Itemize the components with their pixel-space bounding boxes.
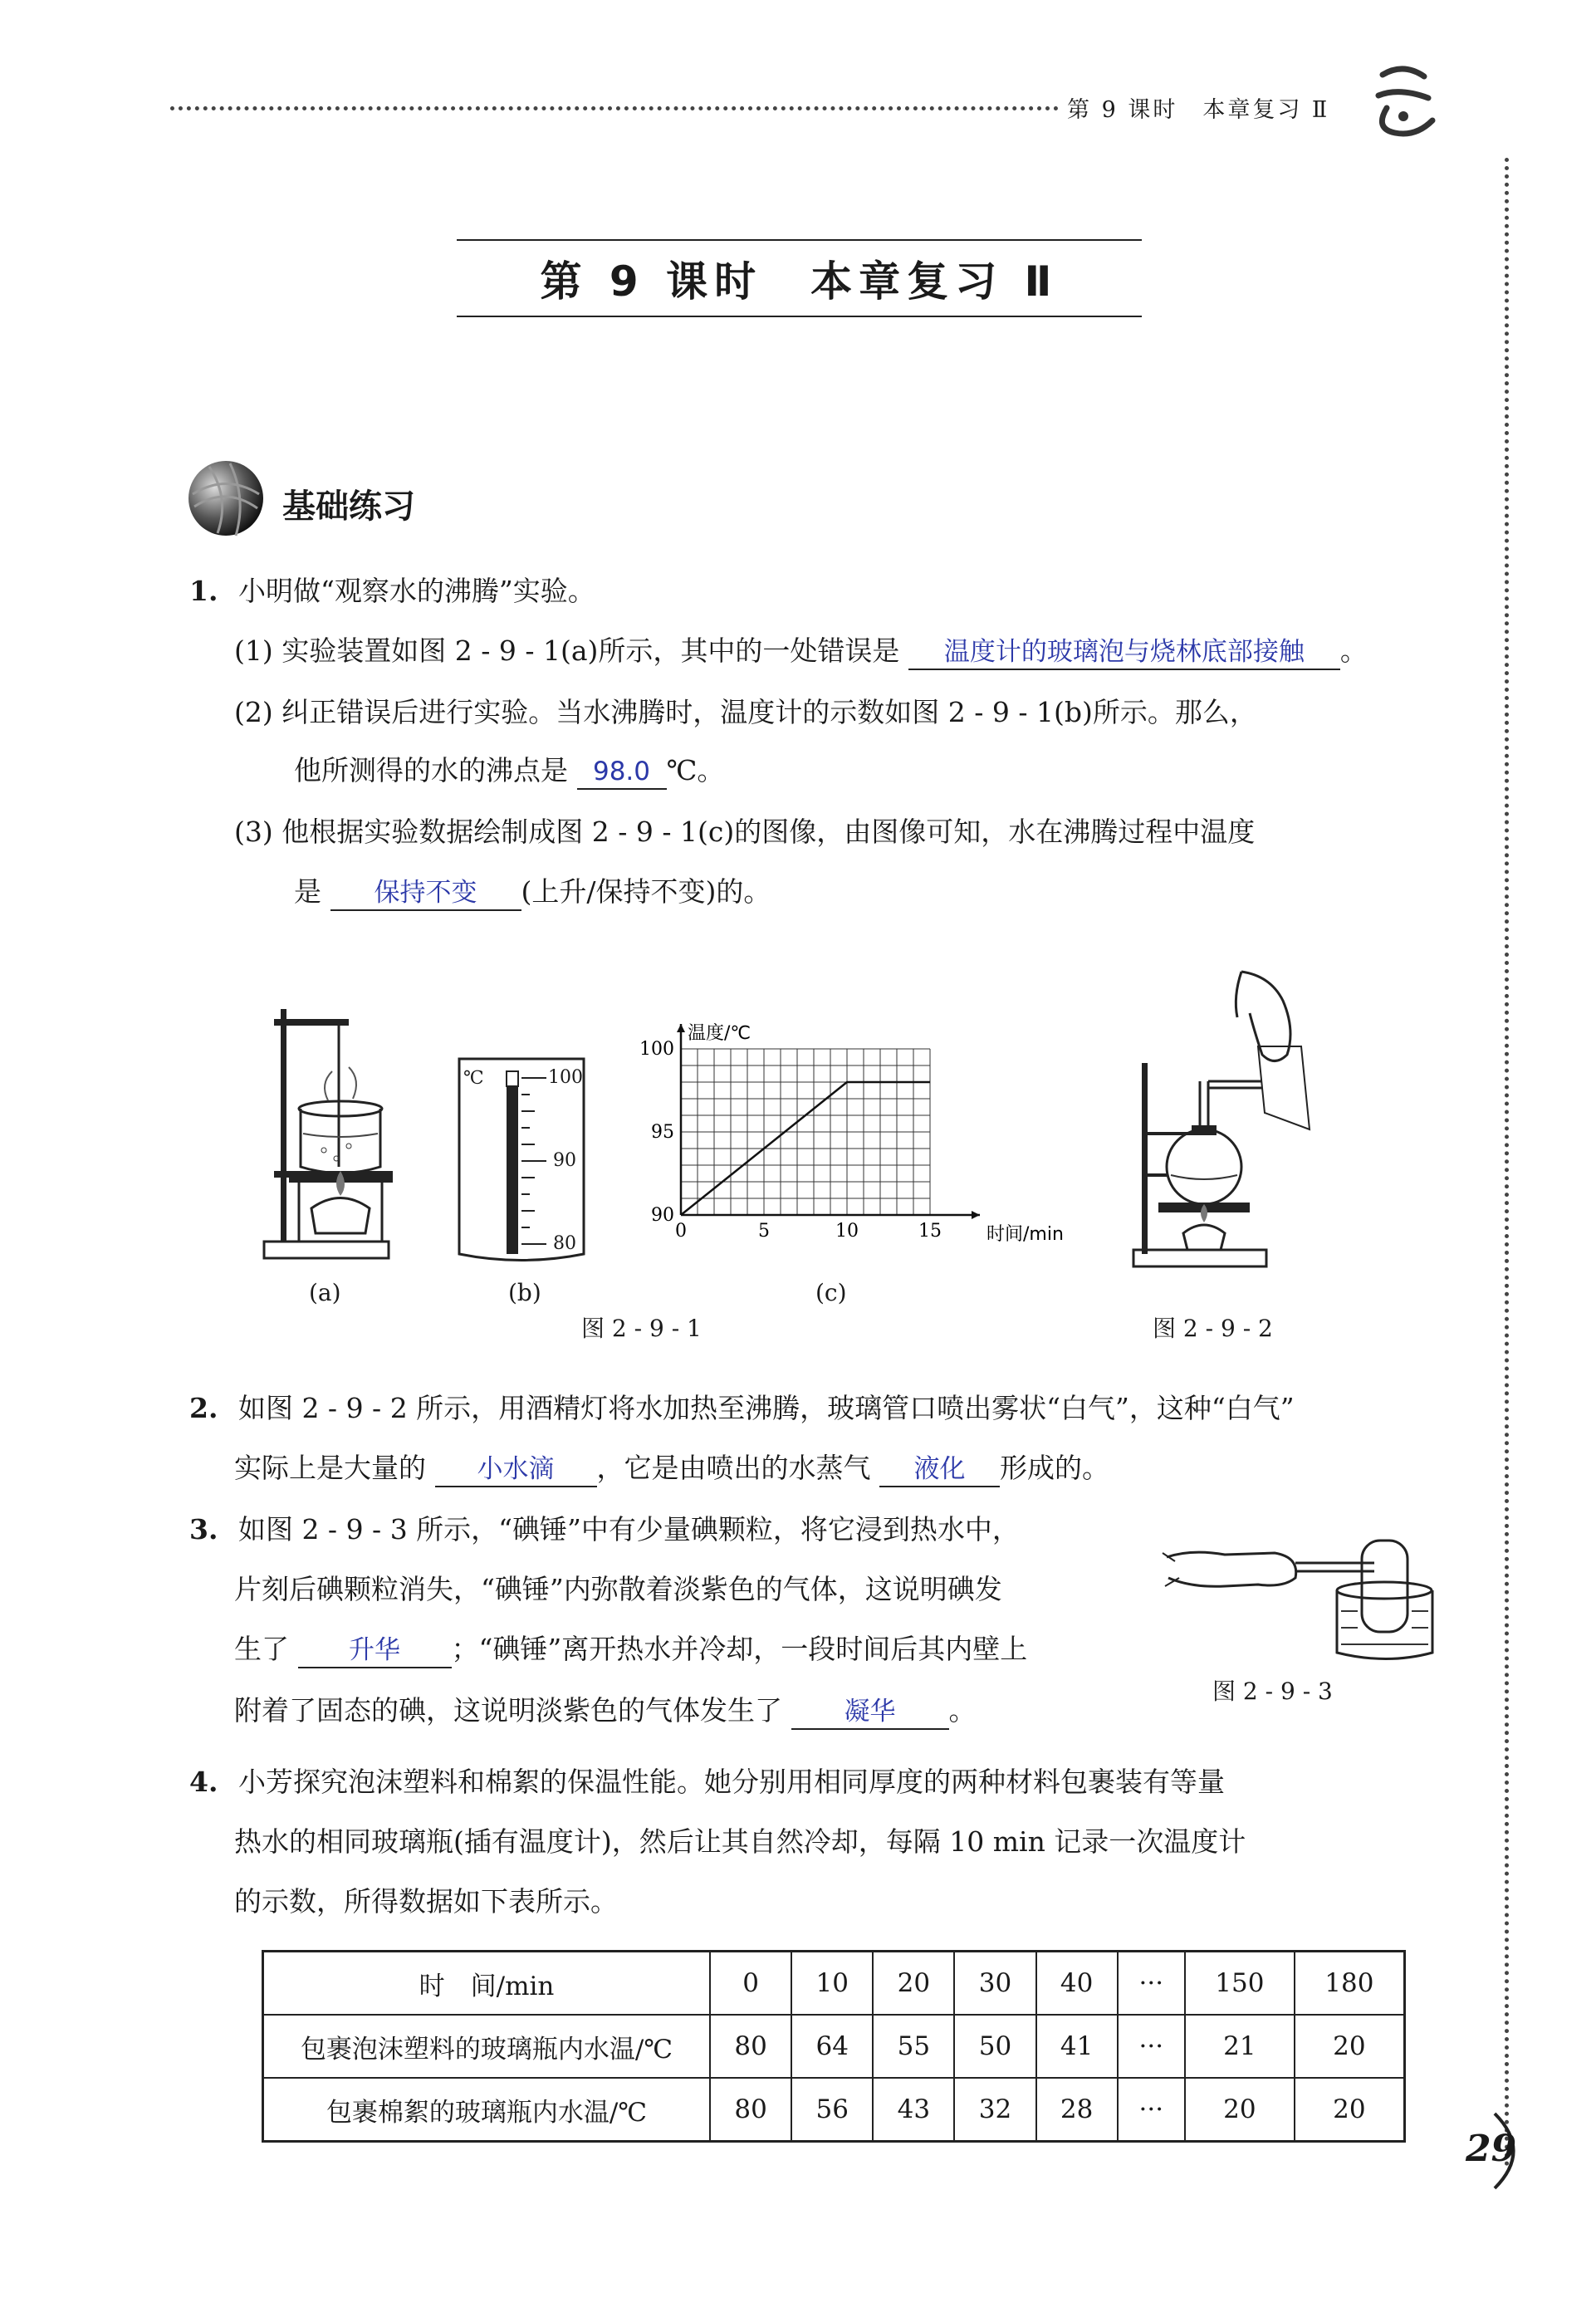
thermo-tick-90: 90 bbox=[553, 1150, 576, 1171]
page-number: 29 bbox=[1466, 2128, 1517, 2170]
table-header-cell: ··· bbox=[1118, 1952, 1185, 2016]
q1-part3-line1: (3) 他根据实验数据绘制成图 2 - 9 - 1(c)的图像，由图像可知，水在沸腾过程中温度 bbox=[234, 816, 1256, 848]
figure-1b-label: (b) bbox=[508, 1279, 541, 1306]
q3-number: 3. bbox=[189, 1513, 218, 1545]
figure-1b-thermometer bbox=[455, 1055, 588, 1275]
q1-p1-prefix: (1) 实验装置如图 2 - 9 - 1(a)所示，其中的一处错误是 bbox=[234, 634, 900, 667]
table-cell: 21 bbox=[1185, 2015, 1295, 2078]
q1-p3-suffix: (上升/保持不变)的。 bbox=[521, 875, 771, 908]
q4-line2: 热水的相同玻璃瓶(插有温度计)，然后让其自然冷却，每隔 10 min 记录一次温度计 bbox=[234, 1825, 1246, 1858]
table-cell: 包裹泡沫塑料的玻璃瓶内水温/℃ bbox=[263, 2015, 711, 2078]
q2-answer1: 小水滴 bbox=[477, 1454, 555, 1484]
q4-line1 bbox=[189, 1766, 1225, 1799]
q1-stem-text: 小明做“观察水的沸腾”实验。 bbox=[237, 575, 595, 607]
table-cell: 43 bbox=[873, 2078, 954, 2142]
table-header-cell: 180 bbox=[1295, 1952, 1405, 2016]
q3-line4 bbox=[234, 1694, 977, 1730]
q4-line1-text: 小芳探究泡沫塑料和棉絮的保温性能。她分别用相同厚度的两种材料包裹装有等量 bbox=[237, 1766, 1225, 1798]
thermo-tick-100: 100 bbox=[548, 1067, 583, 1088]
figure-1a-label: (a) bbox=[309, 1279, 341, 1306]
figure-1c-label: (c) bbox=[815, 1279, 847, 1306]
table-row bbox=[263, 2078, 1405, 2142]
table-cell: 56 bbox=[791, 2078, 873, 2142]
title-box bbox=[457, 239, 1142, 317]
chart-x-tick-label: 0 bbox=[675, 1221, 687, 1242]
q2-answer2-blank[interactable] bbox=[879, 1452, 1000, 1487]
q1-p2-prefix: 他所测得的水的沸点是 bbox=[294, 754, 568, 786]
figure-3-caption: 图 2 - 9 - 3 bbox=[1212, 1678, 1333, 1705]
q2-answer2: 液化 bbox=[913, 1454, 966, 1484]
q2-prefix: 实际上是大量的 bbox=[234, 1452, 426, 1484]
q1-p1-suffix: 。 bbox=[1339, 634, 1368, 667]
table-header-cell: 0 bbox=[710, 1952, 791, 2016]
q3-answer2: 凝华 bbox=[844, 1697, 896, 1727]
header-ornament bbox=[1366, 58, 1441, 141]
q1-p3-answer: 保持不变 bbox=[374, 878, 477, 908]
section-title: 基础练习 bbox=[282, 487, 415, 526]
thermo-tick-80: 80 bbox=[553, 1233, 576, 1254]
q2-line1-text: 如图 2 - 9 - 2 所示，用酒精灯将水加热至沸腾，玻璃管口喷出雾状“白气”，这种“白气” bbox=[237, 1392, 1295, 1424]
table-cell: 20 bbox=[1295, 2078, 1405, 2142]
q1-p3-prefix: 是 bbox=[294, 875, 321, 908]
q1-p2-answer-blank[interactable] bbox=[577, 754, 667, 790]
q4-data-table bbox=[262, 1950, 1406, 2143]
table-cell: 包裹棉絮的玻璃瓶内水温/℃ bbox=[263, 2078, 711, 2142]
table-cell: 80 bbox=[710, 2015, 791, 2078]
q4-table-wrap bbox=[262, 1950, 1406, 2143]
chart-x-tick-label: 5 bbox=[758, 1221, 770, 1242]
figure-1c-chart bbox=[631, 1012, 1064, 1277]
table-header-cell: 10 bbox=[791, 1952, 873, 2016]
chart-y-tick-label: 95 bbox=[651, 1122, 674, 1143]
chart-x-axis-label: 时间/min bbox=[986, 1224, 1064, 1245]
section-ball-icon bbox=[184, 457, 267, 540]
chart-y-axis-label: 温度/℃ bbox=[688, 1023, 751, 1044]
table-cell: 32 bbox=[954, 2078, 1035, 2142]
q2-suffix: 形成的。 bbox=[1000, 1452, 1109, 1484]
table-cell: 55 bbox=[873, 2015, 954, 2078]
q1-p2-answer: 98.0 bbox=[592, 757, 651, 786]
table-cell: 20 bbox=[1185, 2078, 1295, 2142]
q1-number: 1. bbox=[189, 575, 218, 607]
q3-answer2-blank[interactable] bbox=[791, 1694, 949, 1730]
table-cell: ··· bbox=[1118, 2078, 1185, 2142]
page-title: 第 9 课时 本章复习 Ⅱ bbox=[540, 257, 1059, 306]
table-header-cell: 时 间/min bbox=[263, 1952, 711, 2016]
q1-stem bbox=[189, 575, 595, 608]
q4-line3: 的示数，所得数据如下表所示。 bbox=[234, 1885, 618, 1918]
table-header-cell: 150 bbox=[1185, 1952, 1295, 2016]
running-header: 第 9 课时 本章复习 Ⅱ bbox=[1067, 97, 1330, 123]
table-cell: 28 bbox=[1036, 2078, 1118, 2142]
q1-p2-suffix: ℃。 bbox=[666, 754, 725, 786]
q3-l3-prefix: 生了 bbox=[234, 1633, 289, 1665]
figure-1a-apparatus bbox=[249, 992, 394, 1266]
q1-part3-line2 bbox=[294, 875, 771, 911]
chart-y-axis-arrow bbox=[677, 1024, 685, 1032]
thermo-unit: ℃ bbox=[463, 1068, 484, 1089]
temperature-chart bbox=[631, 1012, 1064, 1277]
q2-line2 bbox=[234, 1452, 1109, 1487]
q2-line1 bbox=[189, 1392, 1295, 1425]
q2-number: 2. bbox=[189, 1392, 218, 1424]
figure-3-iodine-hammer bbox=[1158, 1520, 1441, 1665]
figure-2-apparatus bbox=[1117, 963, 1316, 1279]
table-header-cell: 30 bbox=[954, 1952, 1035, 2016]
table-row bbox=[263, 2015, 1405, 2078]
chart-x-tick-label: 10 bbox=[835, 1221, 859, 1242]
q1-p1-answer-blank[interactable] bbox=[908, 634, 1340, 670]
q4-number: 4. bbox=[189, 1766, 218, 1798]
q2-answer1-blank[interactable] bbox=[435, 1452, 597, 1487]
q3-line1-text: 如图 2 - 9 - 3 所示，“碘锤”中有少量碘颗粒，将它浸到热水中， bbox=[237, 1513, 1020, 1545]
q2-mid: ，它是由喷出的水蒸气 bbox=[596, 1452, 871, 1484]
q1-p1-answer: 温度计的玻璃泡与烧林底部接触 bbox=[943, 637, 1305, 667]
q1-part1 bbox=[234, 634, 1368, 670]
q3-answer1-blank[interactable] bbox=[298, 1633, 452, 1668]
q1-p3-answer-blank[interactable] bbox=[330, 875, 521, 911]
q3-l4-prefix: 附着了固态的碘，这说明淡紫色的气体发生了 bbox=[234, 1694, 782, 1727]
chart-x-tick-label: 15 bbox=[918, 1221, 942, 1242]
figure-2-caption: 图 2 - 9 - 2 bbox=[1153, 1315, 1273, 1342]
chart-y-tick-label: 100 bbox=[639, 1039, 674, 1060]
table-cell: 20 bbox=[1295, 2015, 1405, 2078]
figure-1-caption: 图 2 - 9 - 1 bbox=[581, 1315, 702, 1342]
q3-line1 bbox=[189, 1513, 1020, 1546]
table-cell: 64 bbox=[791, 2015, 873, 2078]
q3-line3 bbox=[234, 1633, 1027, 1668]
q3-answer1: 升华 bbox=[349, 1635, 400, 1665]
q3-line2: 片刻后碘颗粒消失，“碘锤”内弥散着淡紫色的气体，这说明碘发 bbox=[234, 1573, 1002, 1605]
table-header-cell: 20 bbox=[873, 1952, 954, 2016]
q3-l4-suffix: 。 bbox=[948, 1694, 977, 1727]
q1-part2-line1: (2) 纠正错误后进行实验。当水沸腾时，温度计的示数如图 2 - 9 - 1(b)所示。那么， bbox=[234, 696, 1257, 728]
table-cell: ··· bbox=[1118, 2015, 1185, 2078]
q1-part2-line2 bbox=[294, 754, 724, 790]
q3-l3-suffix: ；“碘锤”离开热水并冷却，一段时间后其内壁上 bbox=[451, 1633, 1028, 1665]
side-dotted-rule bbox=[1505, 158, 1509, 2168]
table-header-row bbox=[263, 1952, 1405, 2016]
table-cell: 41 bbox=[1036, 2015, 1118, 2078]
chart-y-tick-label: 90 bbox=[651, 1205, 674, 1226]
table-cell: 80 bbox=[710, 2078, 791, 2142]
header-dotted-rule bbox=[170, 106, 1059, 110]
table-cell: 50 bbox=[954, 2015, 1035, 2078]
chart-x-axis-arrow bbox=[972, 1211, 980, 1219]
table-header-cell: 40 bbox=[1036, 1952, 1118, 2016]
